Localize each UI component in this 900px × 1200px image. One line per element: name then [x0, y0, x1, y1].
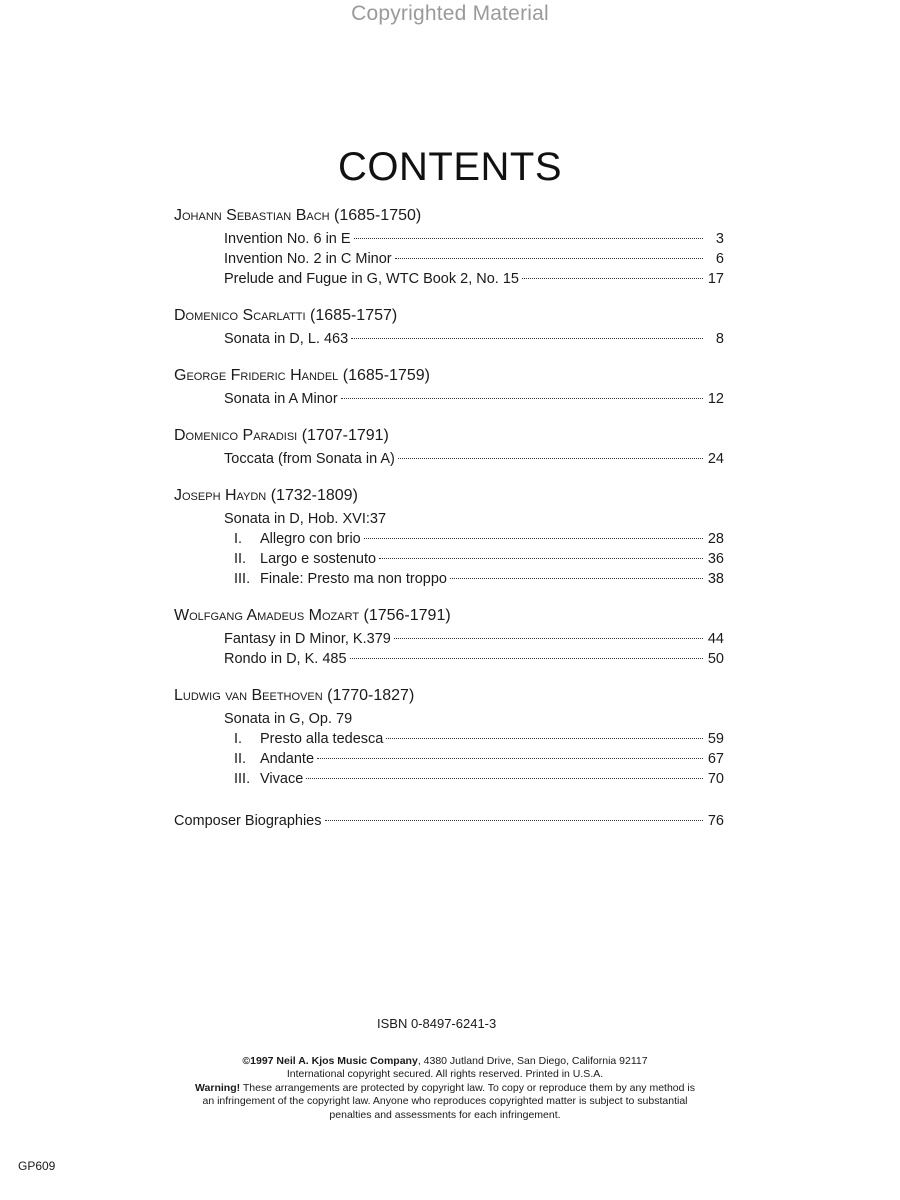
composer-heading [174, 205, 724, 227]
composer-name: Ludwig van Beethoven [174, 687, 323, 704]
page-number: 36 [707, 551, 724, 567]
dot-leader [306, 778, 703, 779]
composer-name: Domenico Paradisi [174, 427, 298, 444]
page-number: 76 [707, 813, 724, 829]
page-number: 3 [715, 231, 724, 247]
toc-entry[interactable] [174, 229, 724, 249]
page-number: 44 [707, 631, 724, 647]
work-title: Invention No. 6 in E [224, 231, 351, 247]
sonata-title: Sonata in G, Op. 79 [224, 711, 353, 727]
toc-entry[interactable] [174, 269, 724, 289]
toc-entry[interactable] [174, 629, 724, 649]
composer-section-mozart [174, 605, 724, 669]
biographies-title: Composer Biographies [174, 813, 322, 829]
composer-name: Wolfgang Amadeus Mozart [174, 607, 360, 624]
dot-leader [317, 758, 703, 759]
warning-text [195, 1082, 695, 1122]
composer-dates: (1685-1757) [310, 307, 398, 324]
isbn-text: ISBN 0-8497-6241-3 [377, 1016, 497, 1031]
work-title: Sonata in D, L. 463 [224, 331, 349, 347]
movement-number: I. [234, 531, 243, 547]
movement-title: Finale: Presto ma non troppo [260, 571, 447, 587]
composer-section-beethoven [174, 685, 724, 789]
toc-entry[interactable] [174, 769, 724, 789]
composer-dates: (1770-1827) [327, 687, 415, 704]
composer-section-haydn [174, 485, 724, 589]
page-number: 59 [707, 731, 724, 747]
work-title: Invention No. 2 in C Minor [224, 251, 392, 267]
rights-line: International copyright secured. All rights reserved. Printed in U.S.A. [286, 1068, 604, 1081]
composer-dates: (1732-1809) [270, 487, 358, 504]
composer-dates: (1685-1750) [334, 207, 422, 224]
composer-name: Johann Sebastian Bach [174, 207, 330, 224]
work-title: Prelude and Fugue in G, WTC Book 2, No. 15 [224, 271, 519, 287]
composer-heading [174, 685, 724, 707]
composer-name: Joseph Haydn [174, 487, 267, 504]
page-number: 50 [707, 651, 724, 667]
composer-name: Domenico Scarlatti [174, 307, 306, 324]
work-title: Toccata (from Sonata in A) [224, 451, 395, 467]
composer-heading [174, 425, 724, 447]
toc-entry[interactable] [174, 249, 724, 269]
page-number: 38 [707, 571, 724, 587]
dot-leader [522, 278, 703, 279]
toc-entry-biographies[interactable] [174, 811, 724, 831]
movement-number: III. [234, 571, 251, 587]
publisher-address: , 4380 Jutland Drive, San Diego, California 92117 [417, 1055, 648, 1067]
toc-entry[interactable] [174, 529, 724, 549]
page-title: CONTENTS [338, 144, 562, 189]
composer-heading [174, 305, 724, 327]
page-number: 28 [707, 531, 724, 547]
movement-title: Vivace [260, 771, 304, 787]
toc-entry[interactable] [174, 729, 724, 749]
dot-leader [398, 458, 703, 459]
movement-title: Largo e sostenuto [260, 551, 377, 567]
dot-leader [341, 398, 703, 399]
dot-leader [351, 338, 703, 339]
page-number: 12 [707, 391, 724, 407]
sonata-heading [174, 709, 724, 729]
page-number: 17 [707, 271, 724, 287]
dot-leader [350, 658, 703, 659]
page-number: 67 [707, 751, 724, 767]
composer-section-paradisi [174, 425, 724, 469]
movement-title: Andante [260, 751, 315, 767]
movement-title: Presto alla tedesca [260, 731, 384, 747]
composer-heading [174, 485, 724, 507]
sonata-title: Sonata in D, Hob. XVI:37 [224, 511, 387, 527]
toc-entry[interactable] [174, 549, 724, 569]
composer-heading [174, 605, 724, 627]
dot-leader [394, 638, 703, 639]
dot-leader [450, 578, 703, 579]
work-title: Rondo in D, K. 485 [224, 651, 347, 667]
movement-number: III. [234, 771, 251, 787]
page-number: 70 [707, 771, 724, 787]
toc-entry[interactable] [174, 649, 724, 669]
composer-heading [174, 365, 724, 387]
dot-leader [395, 258, 703, 259]
toc-entry[interactable] [174, 389, 724, 409]
dot-leader [379, 558, 703, 559]
dot-leader [325, 820, 704, 821]
composer-section-scarlatti [174, 305, 724, 349]
watermark-text: Copyrighted Material [351, 2, 549, 25]
composer-dates: (1685-1759) [342, 367, 430, 384]
composer-dates: (1756-1791) [363, 607, 451, 624]
composer-dates: (1707-1791) [301, 427, 389, 444]
toc-entry[interactable] [174, 749, 724, 769]
composer-name: George Frideric Handel [174, 367, 339, 384]
composer-section-handel [174, 365, 724, 409]
page-number: 8 [715, 331, 724, 347]
toc-entry[interactable] [174, 569, 724, 589]
toc-entry[interactable] [174, 329, 724, 349]
work-title: Fantasy in D Minor, K.379 [224, 631, 391, 647]
copyright-holder: ©1997 Neil A. Kjos Music Company [242, 1055, 418, 1067]
dot-leader [364, 538, 703, 539]
toc-entry[interactable] [174, 449, 724, 469]
movement-number: II. [234, 751, 247, 767]
copyright-notice [195, 1055, 695, 1122]
page-number: 6 [715, 251, 724, 267]
table-of-contents [174, 205, 724, 831]
warning-label: Warning! [195, 1081, 241, 1094]
copyright-line [195, 1055, 695, 1068]
warning-body: These arrangements are protected by copyright law. To copy or reproduce them by any method is an infringement of the copyright law. Anyone who reproduces copyrighted matter is subject to substantial penalties and assessments for each infringement. [202, 1081, 695, 1121]
dot-leader [354, 238, 703, 239]
dot-leader [386, 738, 703, 739]
sonata-heading [174, 509, 724, 529]
page-number: 24 [707, 451, 724, 467]
catalog-code: GP609 [18, 1159, 56, 1173]
movement-title: Allegro con brio [260, 531, 361, 547]
movement-number: II. [234, 551, 247, 567]
composer-section-bach [174, 205, 724, 289]
movement-number: I. [234, 731, 243, 747]
work-title: Sonata in A Minor [224, 391, 338, 407]
